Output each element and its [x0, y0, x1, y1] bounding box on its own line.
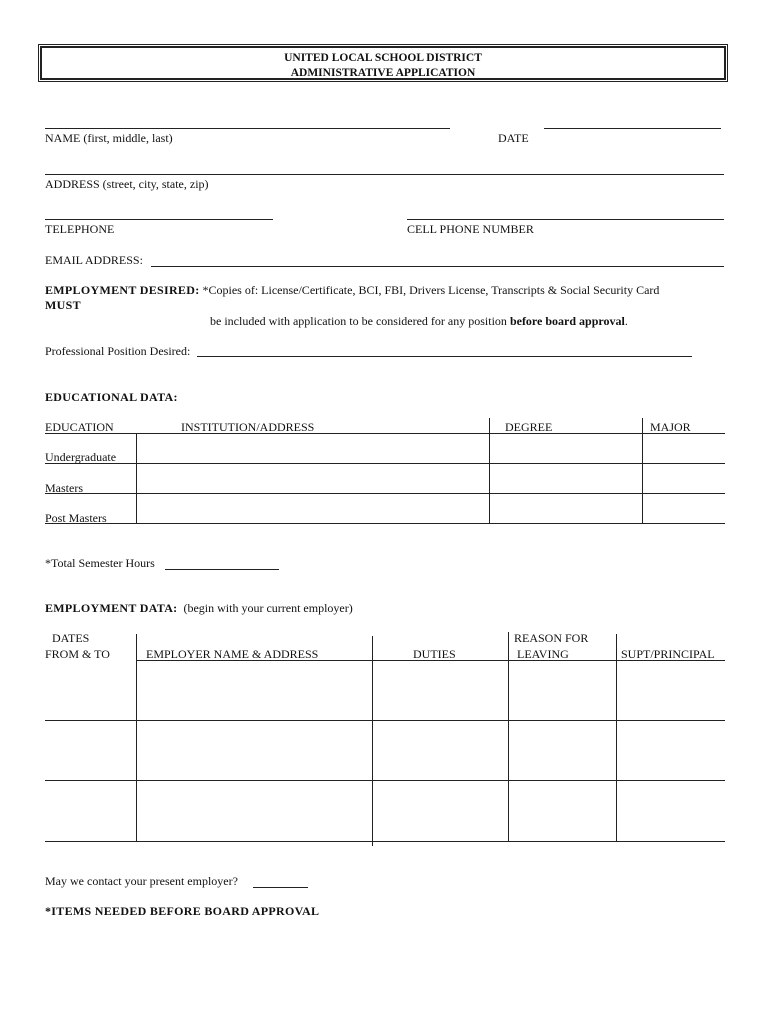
district-name: UNITED LOCAL SCHOOL DISTRICT — [284, 52, 482, 64]
col-supt-principal: SUPT/PRINCIPAL — [621, 647, 715, 661]
edu-header-line — [45, 433, 725, 434]
date-line[interactable] — [544, 128, 721, 129]
emp-header-line — [136, 660, 725, 661]
employment-desired-section — [45, 283, 659, 297]
email-line[interactable] — [151, 266, 724, 267]
edu-row-line — [45, 463, 725, 464]
address-label: ADDRESS (street, city, state, zip) — [45, 177, 209, 191]
items-needed-note: *ITEMS NEEDED BEFORE BOARD APPROVAL — [45, 904, 320, 918]
col-duties: DUTIES — [413, 647, 456, 661]
total-hours-label: *Total Semester Hours — [45, 556, 155, 570]
edu-col-divider — [642, 418, 643, 523]
employment-desired-heading: EMPLOYMENT DESIRED: — [45, 283, 200, 297]
edu-row-line — [45, 523, 725, 524]
emp-col-divider — [508, 632, 509, 841]
email-label: EMAIL ADDRESS: — [45, 253, 143, 267]
board-approval-note — [210, 314, 628, 328]
before-board-approval: before board approval — [509, 314, 625, 328]
edu-col-divider — [489, 418, 490, 523]
copies-note: *Copies of: License/Certificate, BCI, FBI, Drivers License, Transcripts & Social Security Card — [202, 283, 660, 297]
employment-data-section — [45, 601, 353, 615]
note-end: . — [624, 314, 628, 328]
emp-row-line — [45, 720, 725, 721]
form-title-box — [40, 46, 726, 80]
emp-col-divider — [372, 636, 373, 846]
date-label: DATE — [498, 131, 529, 145]
name-line[interactable] — [45, 128, 450, 129]
educational-data-heading: EDUCATIONAL DATA: — [45, 390, 178, 404]
contact-employer-answer-line[interactable] — [253, 887, 308, 888]
col-major: MAJOR — [650, 420, 691, 434]
col-institution: INSTITUTION/ADDRESS — [181, 420, 315, 434]
row-masters: Masters — [45, 481, 83, 495]
row-undergraduate: Undergraduate — [45, 450, 117, 464]
must-label: MUST — [45, 298, 81, 312]
edu-col-divider — [136, 433, 137, 523]
form-title: ADMINISTRATIVE APPLICATION — [290, 67, 476, 79]
emp-row-line — [45, 841, 725, 842]
cell-phone-label: CELL PHONE NUMBER — [407, 222, 534, 236]
col-employer: EMPLOYER NAME & ADDRESS — [146, 647, 319, 661]
telephone-label: TELEPHONE — [45, 222, 115, 236]
col-degree: DEGREE — [505, 420, 553, 434]
edu-row-line — [45, 493, 725, 494]
row-post-masters: Post Masters — [45, 511, 107, 525]
employment-data-heading: EMPLOYMENT DATA: — [45, 601, 178, 615]
position-desired-label: Professional Position Desired: — [45, 344, 191, 358]
emp-row-line — [45, 780, 725, 781]
position-desired-line[interactable] — [197, 356, 692, 357]
name-label: NAME (first, middle, last) — [45, 131, 173, 145]
telephone-line[interactable] — [45, 219, 273, 220]
emp-col-divider — [616, 634, 617, 841]
total-hours-line[interactable] — [165, 569, 279, 570]
col-dates-line2: FROM & TO — [45, 647, 110, 661]
employment-data-subheading: (begin with your current employer) — [183, 601, 353, 615]
col-reason-line2: LEAVING — [517, 647, 569, 661]
col-dates-line1: DATES — [52, 631, 90, 645]
contact-employer-question: May we contact your present employer? — [45, 874, 238, 888]
col-reason-line1: REASON FOR — [514, 631, 589, 645]
cell-phone-line[interactable] — [407, 219, 724, 220]
note-text: be included with application to be considered for any position — [210, 314, 510, 328]
emp-col-divider — [136, 634, 137, 841]
col-education: EDUCATION — [45, 420, 114, 434]
address-line[interactable] — [45, 174, 724, 175]
